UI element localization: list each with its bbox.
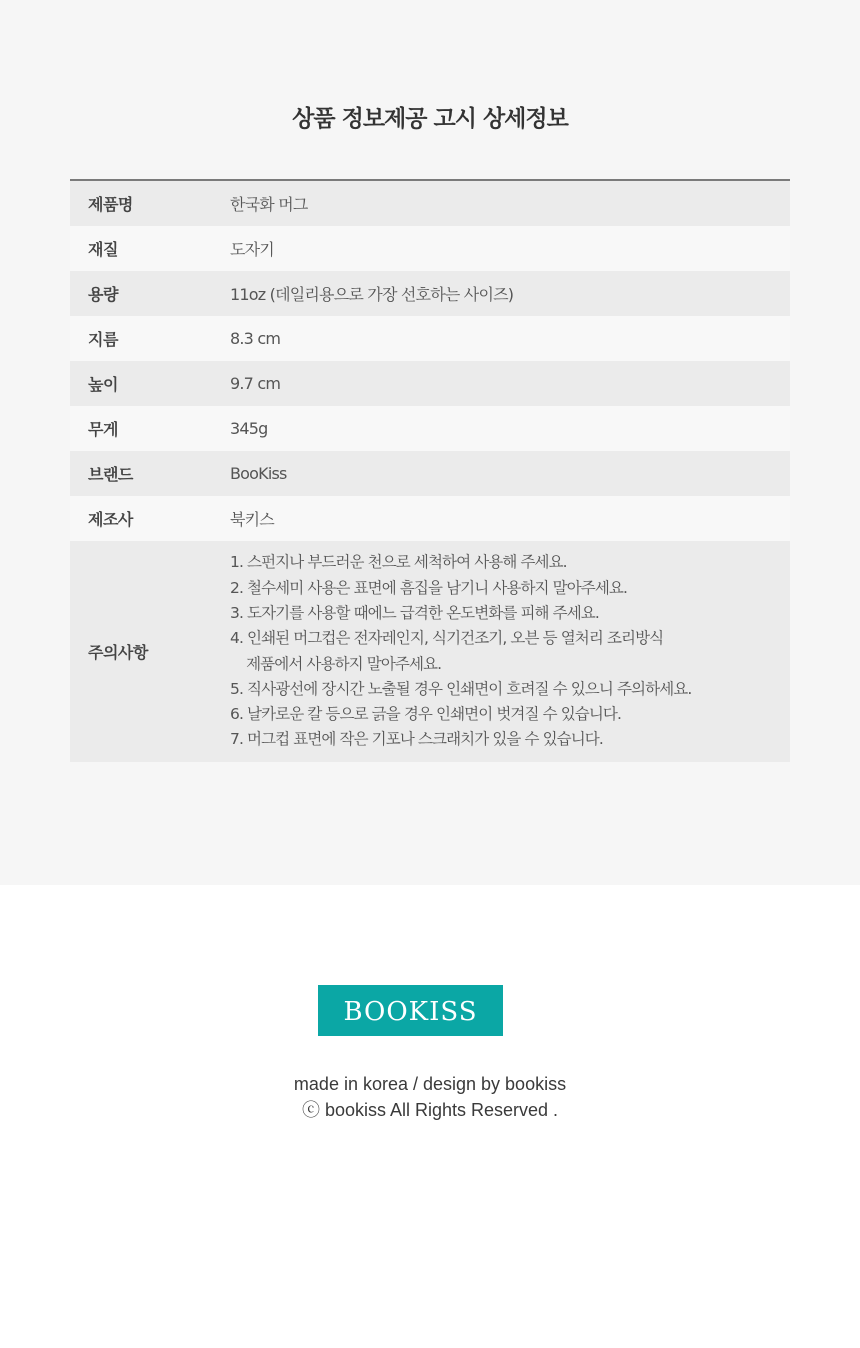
spec-label: 높이 <box>88 375 118 394</box>
spec-label: 제품명 <box>88 195 133 214</box>
spec-label: 지름 <box>88 330 118 349</box>
spec-label: 무게 <box>88 420 118 439</box>
precaution-item: 1. 스펀지나 부드러운 천으로 세척하여 사용해 주세요. <box>230 553 567 572</box>
spec-value: 북키스 <box>230 510 274 529</box>
made-in-korea-text: made in korea / design by bookiss <box>293 1074 567 1094</box>
spec-label: 용량 <box>88 285 118 304</box>
footer <box>0 885 860 1348</box>
precaution-item: 4. 인쇄된 머그컵은 전자레인지, 식기건조기, 오븐 등 열처리 조리방식 <box>230 629 664 648</box>
spec-row-manufacturer <box>70 496 790 541</box>
spec-row-brand <box>70 451 790 496</box>
spec-label: 제조사 <box>88 510 133 529</box>
precautions-list <box>230 550 790 752</box>
spec-value: 도자기 <box>230 240 274 259</box>
spec-row-material <box>70 226 790 271</box>
spec-label: 재질 <box>88 240 118 259</box>
page-title: 상품 정보제공 고시 상세정보 <box>292 106 568 132</box>
spec-row-diameter <box>70 316 790 361</box>
spec-table <box>70 179 790 762</box>
bookiss-logo <box>318 985 503 1036</box>
spec-row-capacity <box>70 271 790 316</box>
precaution-item: 3. 도자기를 사용할 때에느 급격한 온도변화를 피해 주세요. <box>230 603 599 622</box>
precaution-item: 7. 머그컵 표면에 작은 기포나 스크래치가 있을 수 있습니다. <box>230 730 603 749</box>
spec-row-product-name <box>70 181 790 226</box>
precaution-item: 6. 날카로운 칼 등으로 긁을 경우 인쇄면이 벗겨질 수 있습니다. <box>230 705 622 724</box>
spec-row-precautions <box>70 541 790 762</box>
spec-row-height <box>70 361 790 406</box>
precautions-value <box>230 550 790 752</box>
precaution-item: 2. 철수세미 사용은 표면에 흠집을 남기니 사용하지 말아주세요. <box>230 578 628 597</box>
spec-value: 8.3 cm <box>230 329 281 348</box>
spec-row-weight <box>70 406 790 451</box>
precaution-item-continued: 제품에서 사용하지 말아주세요. <box>230 654 442 673</box>
precaution-item: 5. 직사광선에 장시간 노출될 경우 인쇄면이 흐려질 수 있으니 주의하세요. <box>230 679 692 698</box>
spec-value: 9.7 cm <box>230 374 281 393</box>
spec-value: 한국화 머그 <box>230 195 308 214</box>
spec-value: BooKiss <box>230 464 287 483</box>
copyright-text: ⓒ bookiss All Rights Reserved . <box>301 1100 559 1120</box>
spec-label: 브랜드 <box>88 465 133 484</box>
spec-value: 345g <box>230 419 268 438</box>
spec-label: 주의사항 <box>88 643 148 662</box>
logo-text: BOOKISS <box>343 997 478 1027</box>
bookiss-logo-mark <box>318 985 503 1036</box>
spec-value: 11oz (데일리용으로 가장 선호하는 사이즈) <box>230 285 514 304</box>
